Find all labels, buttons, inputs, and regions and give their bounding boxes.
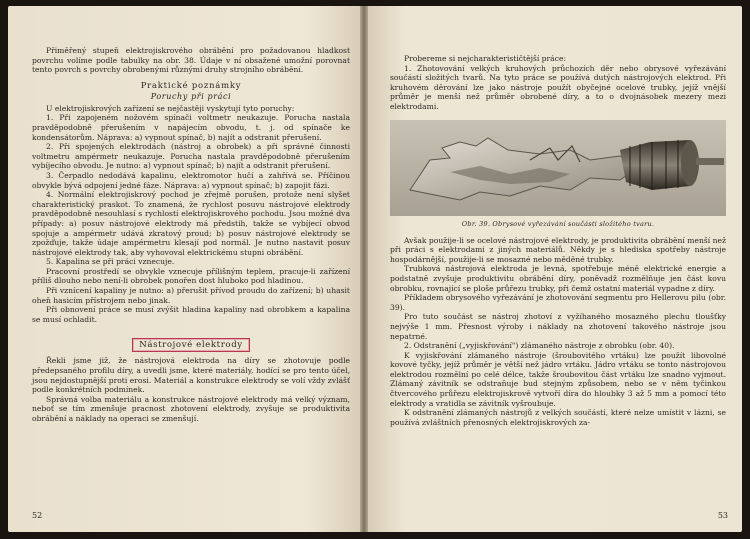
right-text-column: [390, 54, 726, 427]
figure-39-illustration: [390, 120, 726, 216]
paragraph: K vyjiskřování zlámaného nástroje (šroubovitého vrtáku) lze použít libovolné kovové tyčky, jejíž průměr je větší než jádro vrtáku. Jádro vrtáku se tonto nástrojovou elektrodou rozmělní po celé délce, takže šroubovitou část vrtáku lze snadno vyjmout. Zlámaný závitník se odstraňuje bud stejným způsobem, nebo se v něm tyčinkou čtvercového průřezu elektrojiskrově vytvoří díra do hloubky 3 až 5 mm a pomocí této elektrody a vratidla se závitník vyšroubuje.: [390, 350, 726, 408]
figure-caption: Obr. 39. Obrysové vyřezávání součásti složitého tvaru.: [461, 219, 655, 228]
paragraph: 4. Normální elektrojiskrový pochod je zřejmě porušen, protože není slyšet charakteristický praskot. To znamená, že rychlost posuvu nástrojové elektrody pravděpodobně nesouhlasí s rychlostí elektrojiskrového pochodu. Jsou možné dva případy: a) posuv nástrojové elektrody má předstih, takže se vybíjecí obvod spojuje a ampérmetr udává zkratový proud; b) posuv nástrojové elektrody se zpožďuje, takže údaje ampérmetru klesají pod normál. Je nutno nastavit posuv nástrojové elektrody tak, aby vyhovoval elektrickému stupni obrábění.: [32, 190, 350, 257]
page-number-right: 53: [717, 511, 728, 520]
paragraph: Správná volba materiálu a konstrukce nástrojové elektrody má velký význam, neboť se tím zmenšuje pracnost zhotovení elektrody, zvyšuje se produktivita obrábění a náklady na operaci se zmenšují.: [32, 394, 350, 423]
heading-electrodes: Nástrojové elektrody: [132, 338, 250, 352]
paragraph: Při obnovení práce se musí zvýšit hladina kapaliny nad obrobkem a kapalina se musí ochladit.: [32, 305, 350, 324]
heading-electrodes-box: [32, 332, 350, 352]
paragraph: Avšak použije-li se ocelové nástrojové elektrody, je produktivita obrábění menší než při práci s elektrodami z jiných materiálů. Někdy je s hlediska spotřeby nástroje hospodárnější, použije-li se mosazné nebo měděné trubky.: [390, 235, 726, 264]
left-text-column: [32, 46, 350, 424]
figure-39-photo: [390, 120, 726, 216]
page-number-left: 52: [32, 511, 43, 520]
left-page: [8, 6, 360, 532]
book-gutter: [360, 6, 368, 532]
paragraph: Řekli jsme již, že nástrojová elektroda na díry se zhotovuje podle předepsaného profilu díry, a uvedli jsme, které materiály, hodící se pro tento účel, jsou nejdostupnější proti erosi. Materiál a konstrukce elektrody se volí vždy zvlášť podle konkrétních podmínek.: [32, 356, 350, 395]
paragraph: 1. Zhotovování velkých kruhových průchozích děr nebo obrysové vyřezávání součástí složitých tvarů. Na tyto práce se používá dutých nástrojových elektrod. Při kruhovém děrování lze jako nástroje použít obyčejné ocelové trubky, jejíž vnější průměr je menší než průměr obrobené díry, a to o dvojnásobek mezery mezi elektrodami.: [390, 63, 726, 111]
paragraph: U elektrojiskrových zařízení se nejčastěji vyskytují tyto poruchy:: [46, 103, 295, 113]
right-page: [368, 6, 742, 532]
paragraph: 5. Kapalina se při práci vznecuje.: [46, 257, 175, 267]
intro-paragraph: Přiměřený stupeň elektrojiskrového obrábění pro požadovanou hladkost povrchu volíme podle tabulky na obr. 38. Údaje v ní obsažené umožní porovnat tento povrch s povrchy obrobenými různými druhy strojního obrábění.: [32, 46, 350, 75]
heading-practical-notes: Praktické poznámky: [140, 79, 242, 90]
paragraph: K odstranění zlámaných nástrojů z velkých součástí, které nelze umístit v lázni, se používá zvláštních přenosných elektrojiskrových za-: [390, 408, 726, 427]
paragraph: Při vznícení kapaliny je nutno: a) přerušit přívod proudu do zařízení; b) uhasit oheň hasicím přístrojem nebo jinak.: [32, 286, 350, 305]
paragraph: 2. Při spojených elektrodách (nástroj a obrobek) a při správné činnosti voltmetru ampérmetr neukazuje. Porucha nastala pravděpodobně přerušením vybíjecího obvodu. Je nutno: a) vypnout spínač; b) najít a odstranit přerušení.: [32, 142, 350, 171]
heading-faults: Poruchy při práci: [150, 91, 232, 101]
paragraph: Probereme si nejcharakterističtější práce:: [404, 54, 567, 63]
paragraph: 3. Čerpadlo nedodává kapalinu, elektromotor hučí a zahřívá se. Příčinou obvykle bývá odpojení jedné fáze. Náprava: a) vypnout spínač; b) zapojit fázi.: [32, 170, 350, 190]
paragraph: 1. Při zapojeném nožovém spínači voltmetr neukazuje. Porucha nastala pravděpodobně přerušením v napájecím obvodu, t. j. od spínače ke kondensátorům. Náprava: a) vypnout spínač, b) najít a odstranit přerušení.: [32, 113, 350, 142]
paragraph: Pro tuto součást se nástroj zhotoví z vyžíhaného mosazného plechu tloušťky nejvýše 1 mm. Přesnost výroby i náklady na zhotovení takového nástroje jsou nepatrné.: [390, 312, 726, 341]
paragraph: Trubková nástrojová elektroda je levná, spotřebuje méně elektrické energie a podstatně zvyšuje produktivitu obrábění díry, poněvadž rozmělňuje jen část kovu obrobku, rovnající se ploše průřezu trubky, při čemž ostatní materiál vypadne z díry.: [390, 264, 726, 293]
paragraph: 2. Odstranění („vyjiskřování") zlámaného nástroje z obrobku (obr. 40).: [404, 341, 675, 351]
paragraph: Pracovní prostředí se obvykle vznecuje přílišným teplem, pracuje-li zařízení příliš dlouho nebo není-li obrobek ponořen dost hluboko pod hladinou.: [32, 266, 350, 286]
paragraph: Příkladem obrysového vyřezávání je zhotovování segmentu pro Hellerovu pilu (obr. 39).: [390, 293, 726, 312]
